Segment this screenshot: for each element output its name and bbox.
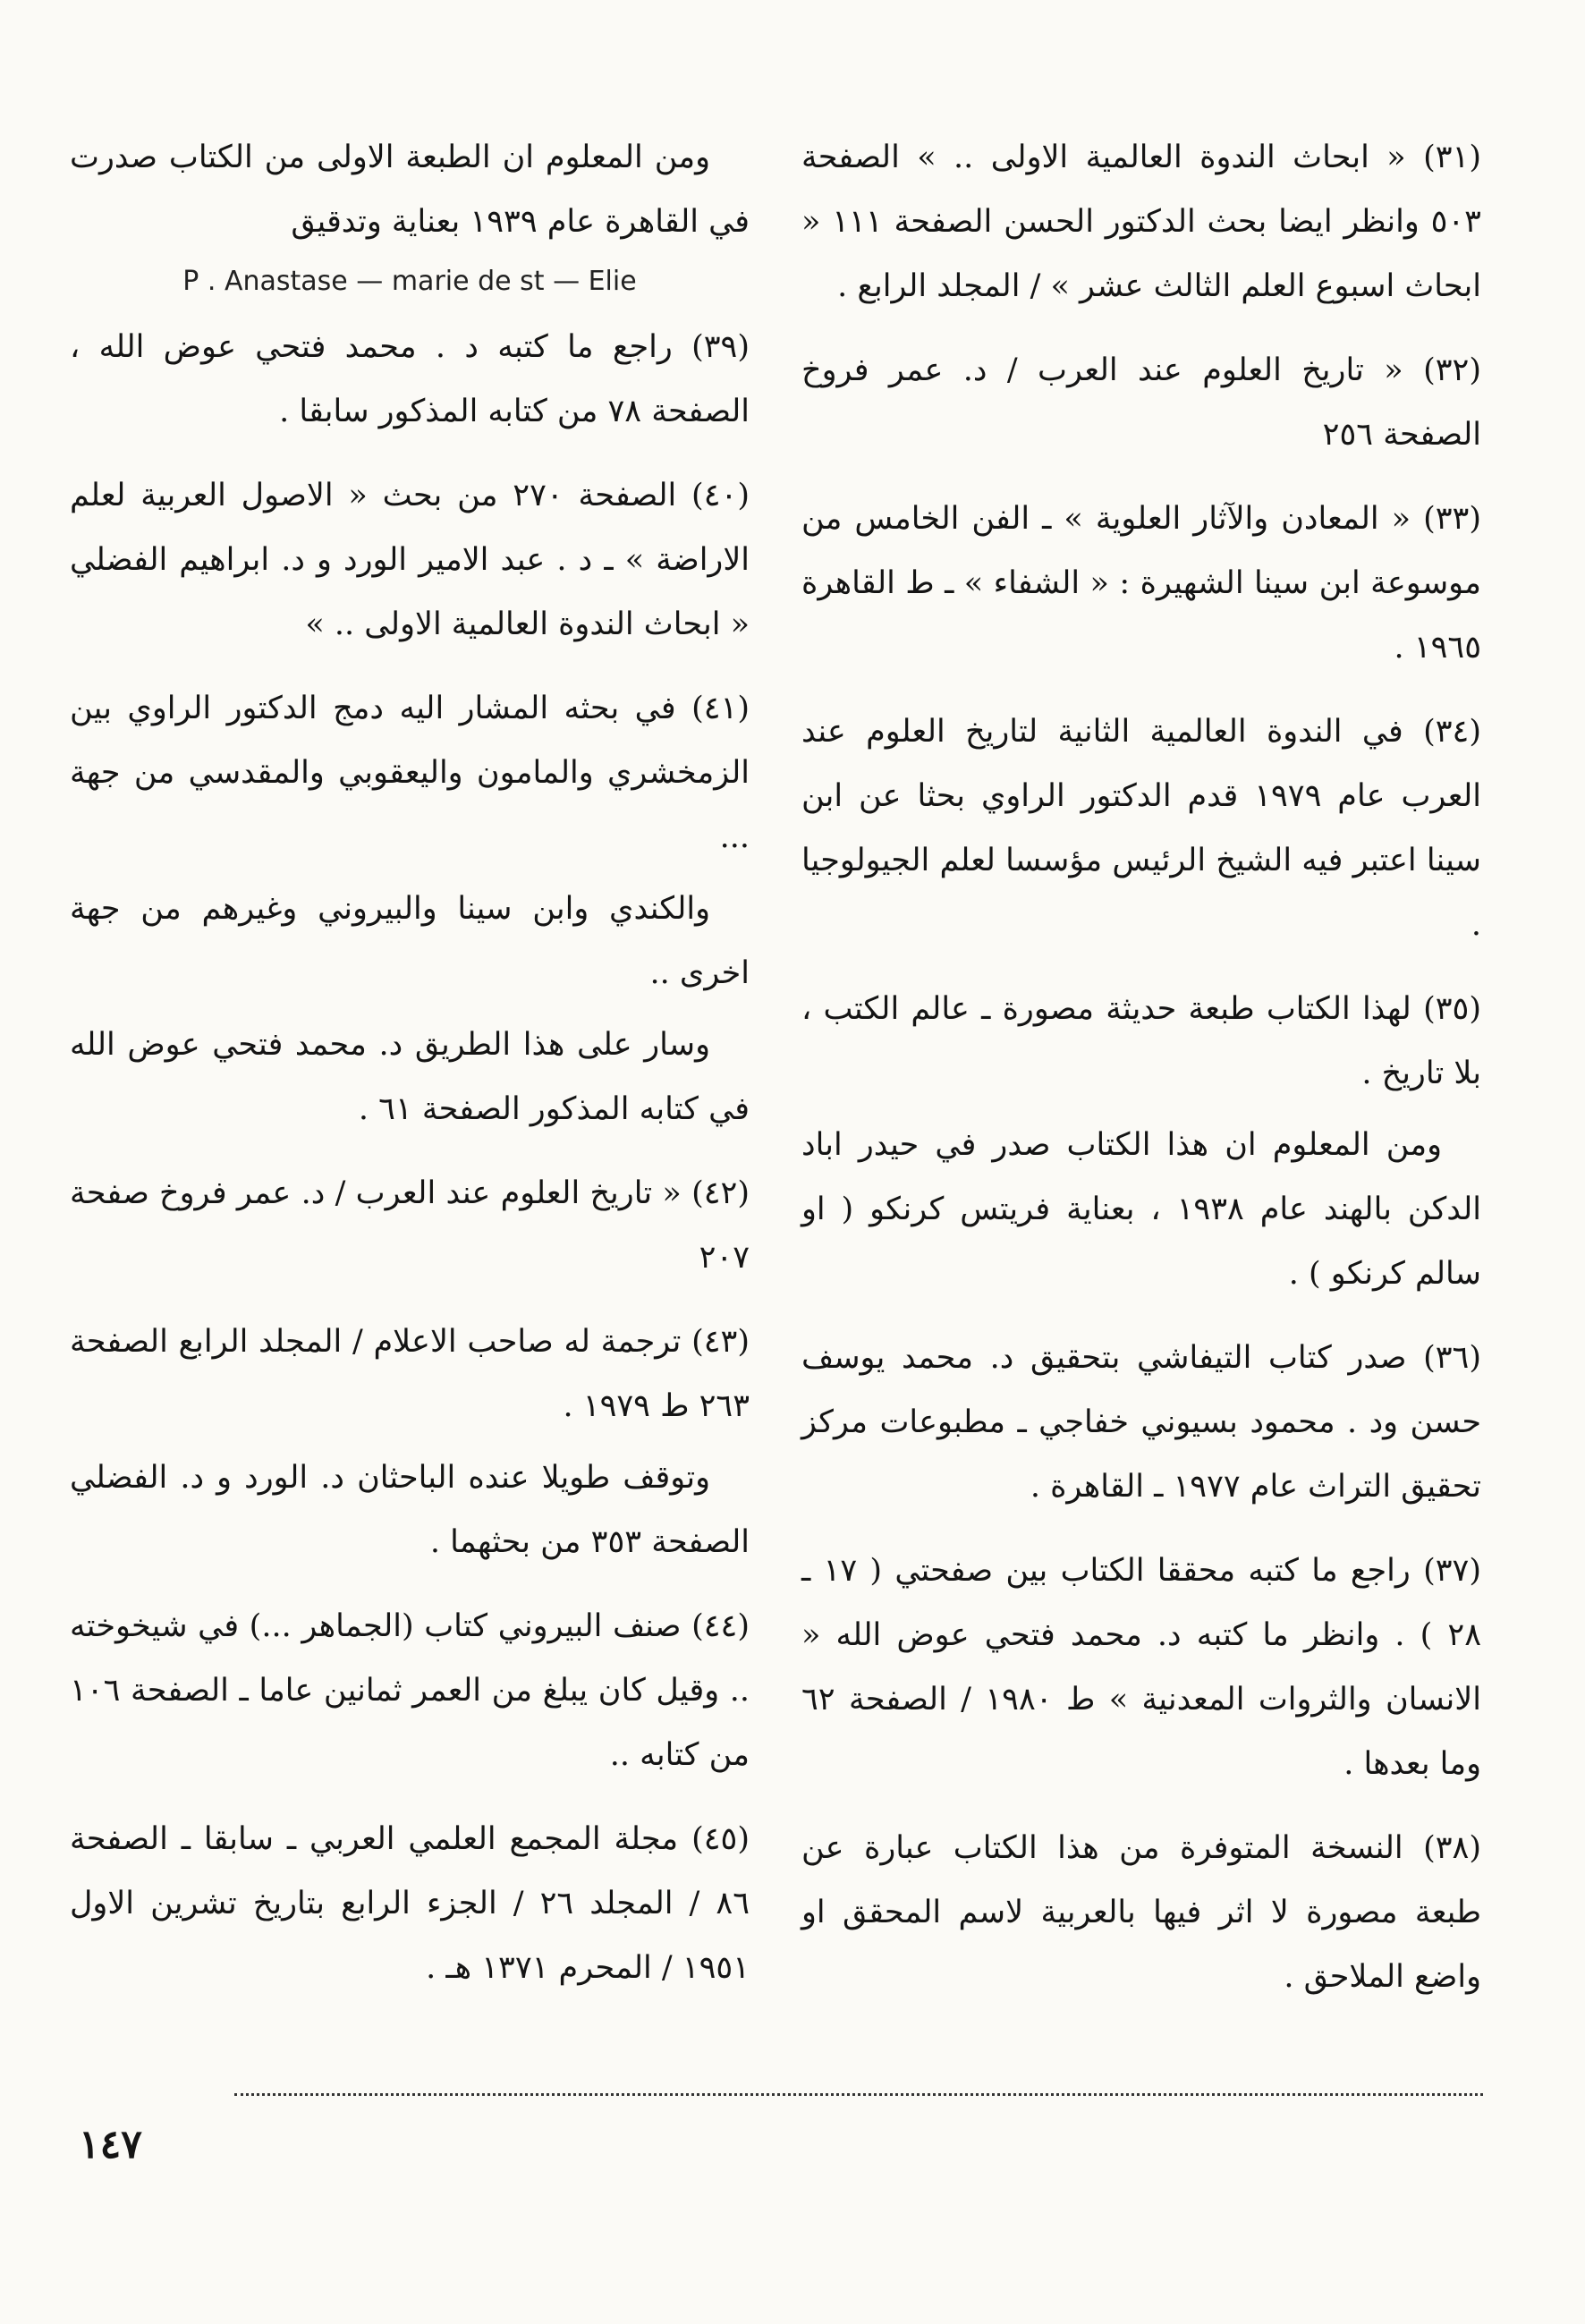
note-34: (٣٤) في الندوة العالمية الثانية لتاريخ العلوم عند العرب عام ١٩٧٩ قدم الدكتور الراوي بحثا عن ابن سينا اعتبر فيه الشيخ الرئيس مؤسسا لعلم الجيولوجيا . [801, 714, 1481, 943]
note-40: (٤٠) الصفحة ٢٧٠ من بحث « الاصول العربية لعلم الاراضة » ـ د . عبد الامير الورد و د. ابراهيم الفضلي « ابحاث الندوة العالمية الاولى .. » [70, 478, 750, 642]
note-38: (٣٨) النسخة المتوفرة من هذا الكتاب عبارة عن طبعة مصورة لا اثر فيها بالعربية لاسم المحقق او واضع الملاحق . [801, 1830, 1481, 1995]
note-33: (٣٣) « المعادن والآثار العلوية » ـ الفن الخامس من موسوعة ابن سينا الشهيرة : « الشفاء » ـ ط القاهرة ١٩٦٥ . [801, 501, 1481, 666]
note-35: (٣٥) لهذا الكتاب طبعة حديثة مصورة ـ عالم الكتب ، بلا تاريخ . [801, 991, 1481, 1091]
note-38-latin-credit: P . Anastase — marie de st — Elie [182, 266, 637, 297]
note-42: (٤٢) « تاريخ العلوم عند العرب / د. عمر فروخ صفحة ٢٠٧ [70, 1175, 750, 1276]
right-column [801, 125, 1481, 2029]
note-39: (٣٩) راجع ما كتبه د . محمد فتحي عوض الله ، الصفحة ٧٨ من كتابه المذكور سابقا . [70, 329, 750, 429]
note-38-continuation: ومن المعلوم ان الطبعة الاولى من الكتاب صدرت في القاهرة عام ١٩٣٩ بعناية وتدقيق [70, 140, 750, 240]
note-35-continuation: ومن المعلوم ان هذا الكتاب صدر في حيدر اباد الدكن بالهند عام ١٩٣٨ ، بعناية فريتس كرنكو ( او سالم كرنكو ) . [801, 1127, 1481, 1292]
note-37: (٣٧) راجع ما كتبه محققا الكتاب بين صفحتي ( ١٧ ـ ٢٨ ) . وانظر ما كتبه د. محمد فتحي عوض الله « الانسان والثروات المعدنية » ط ١٩٨٠ / الصفحة ٦٢ وما بعدها . [801, 1553, 1481, 1782]
left-column [70, 125, 750, 2029]
notes-columns [70, 125, 1481, 1995]
footer-dotted-rule [234, 2093, 1483, 2096]
note-36: (٣٦) صدر كتاب التيفاشي بتحقيق د. محمد يوسف حسن ود . محمود بسيوني خفاجي ـ مطبوعات مركز تحقيق التراث عام ١٩٧٧ ـ القاهرة . [801, 1340, 1481, 1505]
note-41-continuation-a: والكندي وابن سينا والبيروني وغيرهم من جهة اخرى .. [70, 891, 750, 991]
page-number: ١٤٧ [79, 2122, 142, 2167]
note-45: (٤٥) مجلة المجمع العلمي العربي ـ سابقا ـ الصفحة ٨٦ / المجلد ٢٦ / الجزء الرابع بتاريخ تشرين الاول ١٩٥١ / المحرم ١٣٧١ هـ . [70, 1821, 750, 1986]
note-32: (٣٢) « تاريخ العلوم عند العرب / د. عمر فروخ الصفحة ٢٥٦ [801, 352, 1481, 453]
note-44: (٤٤) صنف البيروني كتاب (الجماهر ...) في شيخوخته .. وقيل كان يبلغ من العمر ثمانين عاما ـ الصفحة ١٠٦ من كتابه .. [70, 1608, 750, 1773]
note-43-continuation: وتوقف طويلا عنده الباحثان د. الورد و د. الفضلي الصفحة ٣٥٣ من بحثهما . [70, 1460, 750, 1560]
note-43: (٤٣) ترجمة له صاحب الاعلام / المجلد الرابع الصفحة ٢٦٣ ط ١٩٧٩ . [70, 1324, 750, 1424]
note-41-continuation-b: وسار على هذا الطريق د. محمد فتحي عوض الله في كتابه المذكور الصفحة ٦١ . [70, 1027, 750, 1127]
note-41: (٤١) في بحثه المشار اليه دمج الدكتور الراوي بين الزمخشري والمامون واليعقوبي والمقدسي من جهة ... [70, 691, 750, 855]
note-31: (٣١) « ابحاث الندوة العالمية الاولى .. » الصفحة ٥٠٣ وانظر ايضا بحث الدكتور الحسن الصفحة ١١١ « ابحاث اسبوع العلم الثالث عشر » / المجلد الرابع . [801, 140, 1481, 304]
